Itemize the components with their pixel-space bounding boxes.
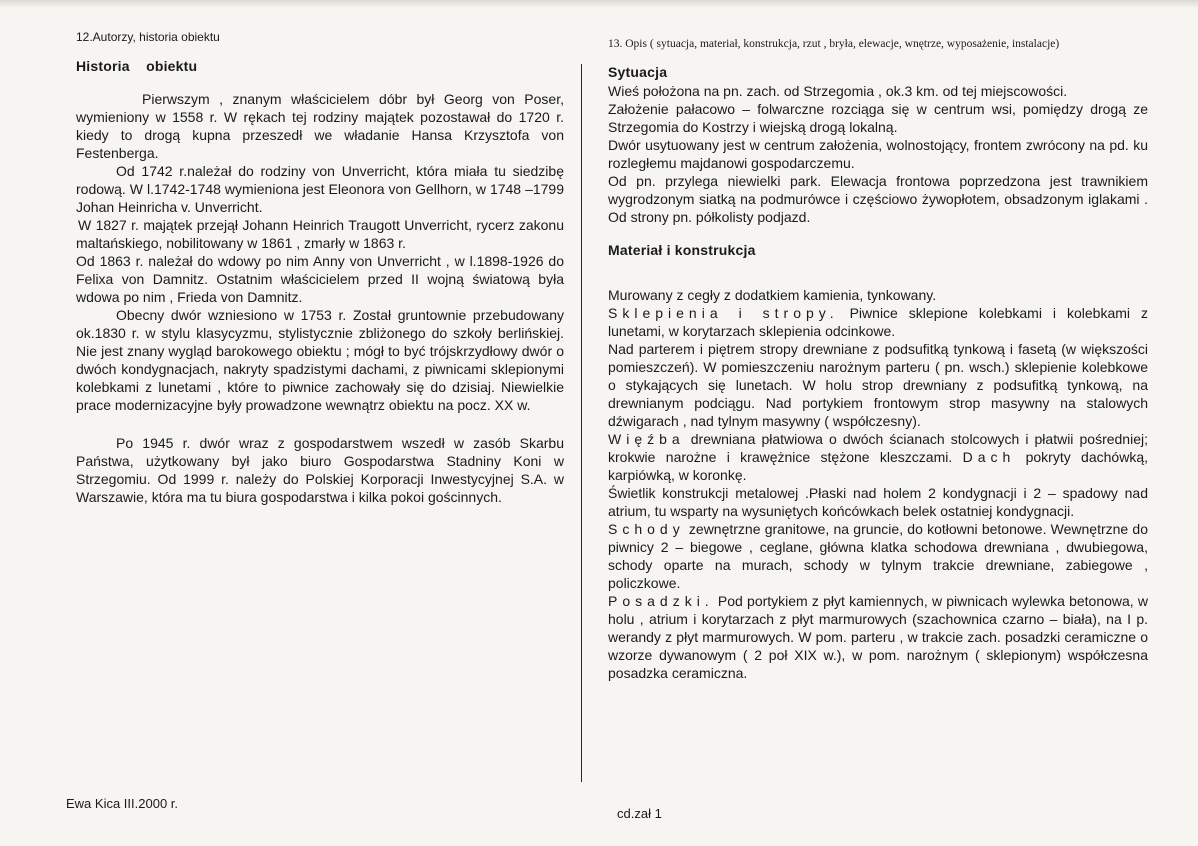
author-footer: Ewa Kica III.2000 r. (66, 796, 179, 811)
vaults-text: Piwnice sklepione kolebkami i kolebkami z lunetami, w korytarzach sklepienia odcinkowe. (608, 305, 1148, 339)
situation-paragraph: Od pn. przylega niewielki park. Elewacja frontowa poprzedzona jest trawnikiem wygrodzonym siatką na podmurówce i częściowo żywopłotem, obsadzonym iglakami . Od strony pn. półkolisty podjazd. (608, 173, 1148, 225)
history-paragraph: Po 1945 r. dwór wraz z gospodarstwem wszedł w zasób Skarbu Państwa, użytkowany był jako biuro Gospodarstwa Stadniny Koni w Strzegomiu. Od 1999 r. należy do Polskiej Korporacji Inwestycyjnej S.A. w Warszawie, która ma tu biura gospodarstwa i kilka pokoi gościnnych. (76, 435, 564, 505)
stairs-term: Schody (608, 521, 685, 537)
left-column (76, 30, 564, 506)
history-heading: Historia obiektu (76, 58, 198, 74)
ceilings-paragraph: Nad parterem i piętrem stropy drewniane z podsufitką tynkową i fasetą (w większości pomieszczeń). W pomieszczeniu narożnym parteru ( pn. wsch.) sklepienie kolebkowe o stykających się lunetach. W holu strop drewniany z podsufitką tynkową, na drewnianym podciągu. Nad portykiem frontowym strop masywny na stalowych dźwigarach , nad tylnym masywny ( współczesny). (608, 341, 1148, 429)
truss-text: drewniana płatwiowa o dwóch ścianach stolcowych i płatwii pośredniej; krokwie narożne i krawężnice stężone kleszczami. (608, 431, 1148, 465)
history-paragraph: Obecny dwór wzniesiono w 1753 r. Został gruntownie przebudowany ok.1830 r. w stylu klasycyzmu, stylistycznie zbliżonego do szkoły berlińskiej. Nie jest znany wygląd barokowego obiektu ; mógł to być trójskrzydłowy dwór o dwóch kondygnacjach, nakryty spadzistymi dachami, z piwnicami sklepionymi kolebkami z lunetami , które to piwnice zachowały się do dzisiaj. Niewielkie prace modernizacyjne były prowadzone wewnątrz obiektu na pocz. XX w. (76, 307, 564, 413)
stairs-paragraph (608, 520, 1148, 592)
history-paragraph: W 1827 r. majątek przejął Johann Heinrich Traugott Unverricht, rycerz zakonu maltańskiego, nobilitowany w 1861 , zmarły w 1863 r. (76, 217, 564, 251)
truss-paragraph (608, 430, 1148, 484)
situation-paragraph: Wieś położona na pn. zach. od Strzegomia , ok.3 km. od tej miejscowości. (608, 83, 1068, 99)
vaults-paragraph (608, 304, 1148, 340)
right-section-header: 13. Opis ( sytuacja, materiał, konstrukcja, rzut , bryła, elewacje, wnętrze, wyposażenie, instalacje) (608, 38, 1060, 50)
history-paragraph: Od 1863 r. należał do wdowy po nim Anny von Unverricht , w l.1898-1926 do Felixa von Damnitz. Ostatnim właścicielem przed II wojną światową była wdowa po nim , Frieda von Damnitz. (76, 253, 564, 305)
left-section-header: 12.Autorzy, historia obiektu (76, 30, 220, 44)
roof-text: pokryty dachówką, karpiówką, w koronkę. (608, 449, 1148, 483)
history-paragraph: Pierwszym , znanym właścicielem dóbr był Georg von Poser, wymieniony w 1558 r. W rękach tej rodziny majątek pozostawał do 1720 r. kiedy to drogą kupna przeszedł we władanie Hansa Krzysztofa von Festenberga. (76, 91, 564, 161)
truss-term: Więźba (608, 431, 685, 447)
column-divider (581, 64, 582, 782)
material-intro: Murowany z cegły z dodatkiem kamienia, tynkowany. (608, 287, 937, 303)
vaults-term: Sklepienia i stropy. (608, 305, 839, 321)
floors-term: Posadzki. (608, 593, 714, 609)
scan-edge (0, 0, 1198, 8)
stairs-text: zewnętrzne granitowe, na gruncie, do kotłowni betonowe. Wewnętrzne do piwnicy 2 – biegowe , ceglane, główna klatka schodowa drewniana , dwubiegowa, schody oparte na murach, schody w tylnym trakcie drewniane, zabiegowe , policzkowe. (608, 521, 1148, 591)
history-paragraph: Od 1742 r.należał do rodziny von Unverricht, która miała tu siedzibę rodową. W l.1742-1748 wymieniona jest Eleonora von Gellhorn, w 1748 –1799 Johan Heinricha v. Unverricht. (76, 163, 564, 215)
situation-heading: Sytuacja (608, 64, 668, 80)
material-heading: Materiał i konstrukcja (608, 242, 756, 258)
continuation-footer: cd.zał 1 (617, 806, 662, 821)
right-column (608, 38, 1148, 682)
skylight-paragraph: Świetlik konstrukcji metalowej .Płaski nad holem 2 kondygnacji i 2 – spadowy nad atrium, tu wsparty na wysuniętych końcówkach belek ostatniej kondygnacji. (608, 485, 1148, 519)
floors-text: Pod portykiem z płyt kamiennych, w piwnicach wylewka betonowa, w holu , atrium i korytarzach z płyt marmurowych (szachownica czarno – biała), na I p. werandy z płyt marmurowych. W pom. parteru , w trakcie zach. posadzki ceramiczne o wzorze dywanowym ( 2 poł XIX w.), w pom. narożnym ( sklepionym) współczesna posadzka ceramiczna. (608, 593, 1148, 681)
situation-paragraph: Założenie pałacowo – folwarczne rozciąga się w centrum wsi, pomiędzy drogą ze Strzegomia do Kostrzy i wiejską drogą lokalną. (608, 101, 1148, 135)
floors-paragraph (608, 592, 1148, 682)
roof-term: Dach (962, 449, 1016, 465)
situation-paragraph: Dwór usytuowany jest w centrum założenia, wolnostojący, frontem zwrócony na pd. ku rozległemu majdanowi gospodarczemu. (608, 137, 1148, 171)
